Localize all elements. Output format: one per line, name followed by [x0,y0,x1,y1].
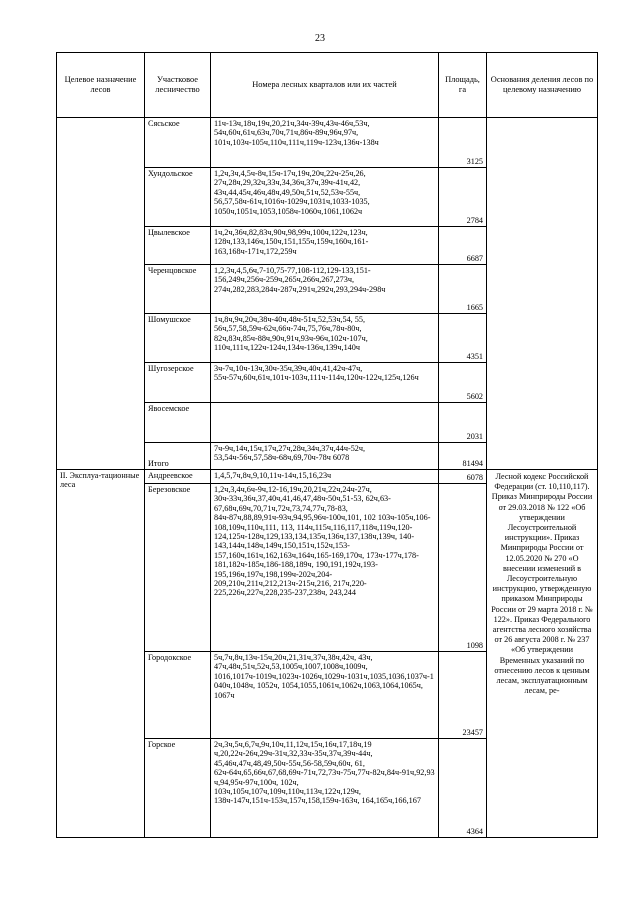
purpose-cell [57,118,145,470]
basis-cell: Лесной кодекс Российской Федерации (ст. 10,110,117). Приказ Минприроды России от 29.03.2018 № 122 «Об утверждении Лесоустроительной инструкции». Приказ Минприроды России от 12.05.2020 № 270 «О внесении изменений в Лесоустроительную инструкцию, утвержденную приказом Минприроды России от 29 марта 2018 г. № 122». Приказ Федерального агентства лесного хозяйства от 26 августа 2008 г. № 237 «Об утверждении Временных указаний по отнесению лесов к ценным лесам, эксплуатационным лесам, ре- [487,470,598,838]
district-cell: Итого [145,443,211,470]
district-cell: Шомушское [145,314,211,363]
area-cell: 1665 [439,265,487,314]
district-cell: Хундольское [145,168,211,227]
area-cell: 5602 [439,363,487,403]
area-cell: 23457 [439,652,487,739]
area-cell: 6078 [439,470,487,484]
district-cell: Явосемское [145,403,211,443]
district-cell: Горское [145,739,211,838]
quarters-cell: 1ч,2ч,36ч,82,83ч,90ч,98,99ч,100ч,122ч,123ч, 128ч,133,146ч,150ч,151,155ч,159ч,160ч,161-163,168ч-171ч,172,259ч [211,227,439,265]
district-cell: Шугозерское [145,363,211,403]
quarters-cell: 7ч-9ч,14ч,15ч,17ч,27ч,28ч,34ч,37ч,44ч-52ч, 53,54ч-56ч,57,58ч-68ч,69,70ч-78ч 6078 [211,443,439,470]
header-purpose: Целевое назначение лесов [57,53,145,118]
district-cell: Цвылевское [145,227,211,265]
table-header-row [57,53,598,118]
quarters-cell [211,403,439,443]
district-cell: Городокское [145,652,211,739]
purpose-cell: II. Эксплуа-тационные леса [57,470,145,838]
header-district: Участковое лесничество [145,53,211,118]
area-cell: 4364 [439,739,487,838]
quarters-cell: 3ч-7ч,10ч-13ч,30ч-35ч,39ч,40ч,41,42ч-47ч, 55ч-57ч,60ч,61ч,101ч-103ч,111ч-114ч,120ч-122ч,125ч,126ч [211,363,439,403]
header-basis: Основания деления лесов по целевому назначению [487,53,598,118]
area-cell: 2031 [439,403,487,443]
quarters-cell: 1,2,3ч,4,5,6ч,7-10,75-77,108-112,129-133,151-156,249ч,256ч-259ч,265ч,266ч,267,273ч, 274ч,282,283,284ч-287ч,291ч,292ч,293,294ч-298ч [211,265,439,314]
district-cell: Черенцовское [145,265,211,314]
district-cell: Андреевское [145,470,211,484]
quarters-cell: 5ч,7ч,8ч,13ч-15ч,20ч,21,31ч,37ч,38ч,42ч, 43ч, 47ч,48ч,51ч,52ч,53,1005ч,1007,1008ч,1009ч, 1016,1017ч-1019ч,1023ч-1026ч,1029ч-1031ч,1035,1036,1037ч-1040ч,1048ч, 1052ч, 1054,1055,1061ч,1062ч,1063,1064,1065ч, 1067ч [211,652,439,739]
quarters-cell: 1,2ч,3ч,4,5ч-8ч,15ч-17ч,19ч,20ч,22ч-25ч,26, 27ч,28ч,29,32ч,33ч,34,36ч,37ч,39ч-41ч,42, 43ч,44,45ч,46ч,48ч,49,50ч,51ч,52,53ч-55ч, 56,57,58ч-61ч,1016ч-1029ч,1031ч,1033-1035, 1050ч,1051ч,1053,1058ч-1060ч,1061,1062ч [211,168,439,227]
area-cell: 6687 [439,227,487,265]
area-cell: 81494 [439,443,487,470]
quarters-cell: 1,2ч,3,4ч,6ч-9ч,12-16,19ч,20,21ч,22ч,24ч-27ч, 30ч-33ч,36ч,37,40ч,41,46,47,48ч-50ч,51-53, 62ч,63-67,68ч,69ч,70,71ч,72ч,73,74,77ч,78-83, 84ч-87ч,88,89,91ч-93ч,94,95,96ч-100ч,101, 102 103ч-105ч,106-108,109ч,110ч,111, 113, 114ч,115ч,116,117,118ч,119ч,120-124,125ч-128ч,129,133,134,135ч,136ч,137,138ч,139ч, 140-143,144ч,148ч,149ч,150,151ч,152ч,153-157,160ч,161ч,162,163ч,164ч,165-169,170ч, 173ч-177ч,178-181,182ч-185ч,186-188,189ч, 190,191,192ч,193-195,196ч,197ч,198,199ч-202ч,204-209,210ч,211ч,212,213ч-215ч,216, 217ч,220-225,226ч,227ч,228,235-237,238ч, 243,244 [211,484,439,652]
quarters-cell: 1ч,8ч,9ч,20ч,38ч-40ч,48ч-51ч,52,53ч,54, 55, 56ч,57,58,59ч-62ч,66ч-74ч,75,76ч,78ч-80ч, 82ч,83ч,85ч-88ч,90ч,91ч,93ч-96ч,102ч-107ч, 110ч,111ч,122ч-124ч,134ч-136ч,139ч,140ч [211,314,439,363]
area-cell: 4351 [439,314,487,363]
header-quarters: Номера лесных кварталов или их частей [211,53,439,118]
area-cell: 2784 [439,168,487,227]
forest-zones-table [56,52,598,838]
quarters-cell: 11ч-13ч,18ч,19ч,20,21ч,34ч-39ч,43ч-46ч,53ч, 54ч,60ч,61ч,63ч,70ч,71ч,86ч-89ч,96ч,97ч, 101ч,103ч-105ч,110ч,111ч,119ч-123ч,136ч-138ч [211,118,439,168]
district-cell: Сясьское [145,118,211,168]
header-area: Площадь, га [439,53,487,118]
district-cell: Березовское [145,484,211,652]
quarters-cell: 1,4,5,7ч,8ч,9,10,11ч-14ч,15,16,23ч [211,470,439,484]
table-row [57,470,598,484]
area-cell: 1098 [439,484,487,652]
basis-cell-empty [487,118,598,470]
table-row [57,118,598,168]
page-number: 23 [315,33,325,44]
area-cell: 3125 [439,118,487,168]
quarters-cell: 2ч,3ч,5ч,6,7ч,9ч,10ч,11,12ч,15ч,16ч,17,18ч,19 ч,20,22ч-26ч,29ч-31ч,32,33ч-35ч,37ч,39ч-44ч, 45,46ч,47ч,48,49,50ч-55ч,56-58,59ч,60ч, 61, 62ч-64ч,65,66ч,67,68,69ч-71ч,72,73ч-75ч,77ч-82ч,84ч-91ч,92,93ч,94,95ч-97ч,100ч, 102ч, 103ч,105ч,107ч,109ч,110ч,113ч,122ч,129ч, 138ч-147ч,151ч-153ч,157ч,158,159ч-163ч, 164,165ч,166,167 [211,739,439,838]
